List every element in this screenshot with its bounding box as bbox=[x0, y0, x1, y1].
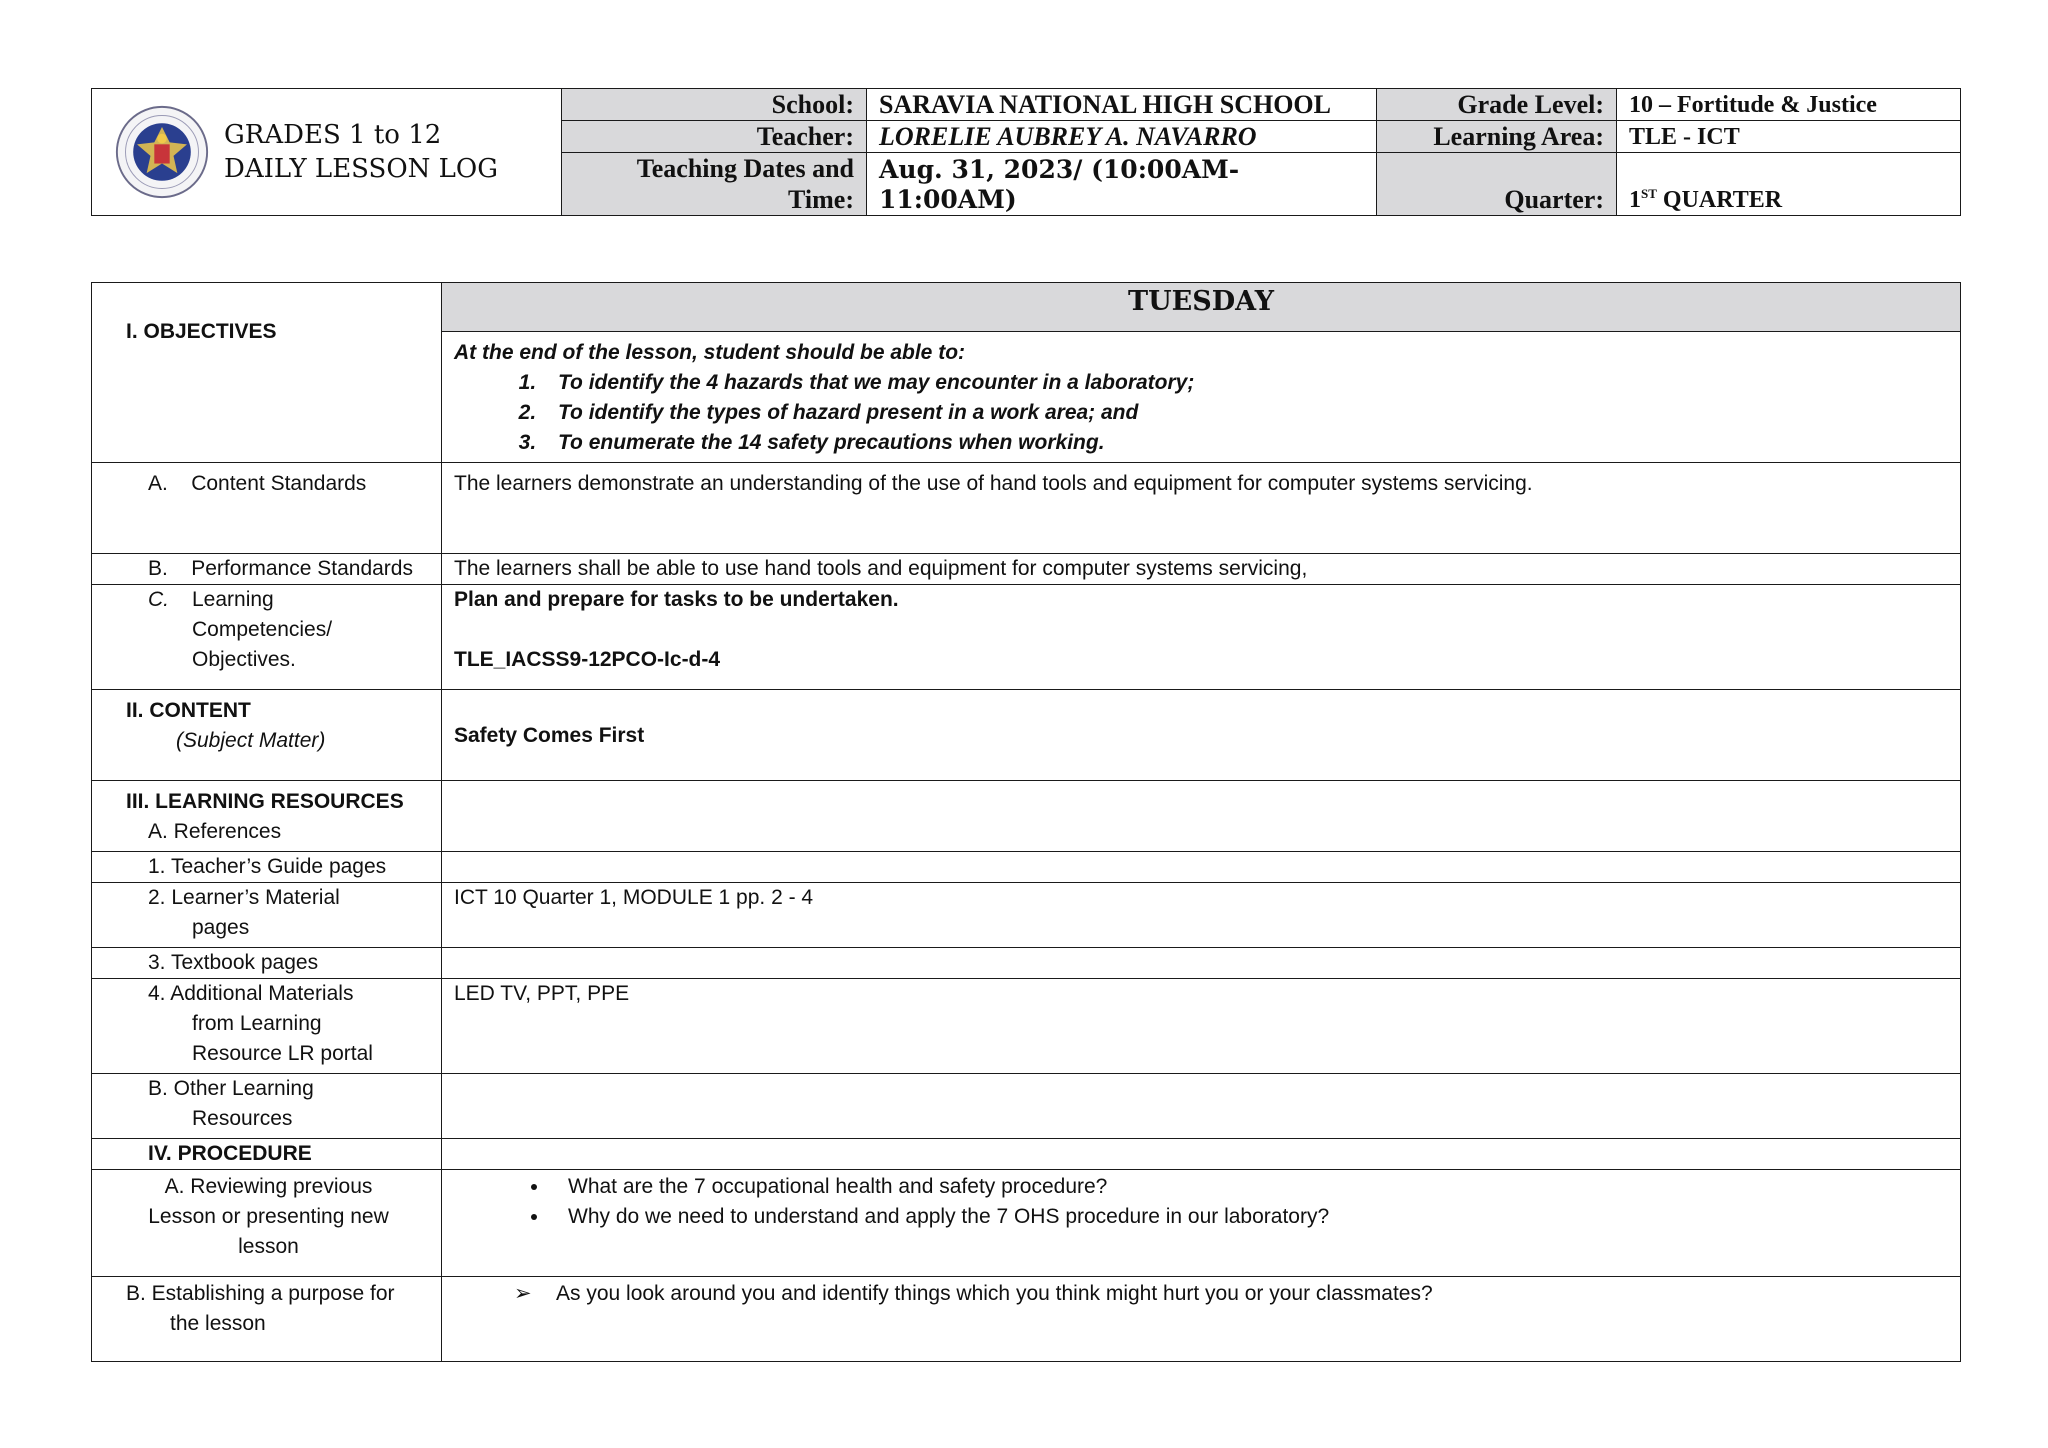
learning-area-value: TLE - ICT bbox=[1617, 121, 1961, 153]
content-heading: II. CONTENT bbox=[126, 699, 251, 722]
content-value: Safety Comes First bbox=[442, 690, 1961, 781]
procedure-heading: IV. PROCEDURE bbox=[92, 1139, 442, 1170]
lesson-log-table bbox=[91, 282, 1961, 1362]
performance-standards-value: The learners shall be able to use hand tools and equipment for computer systems servicing, bbox=[442, 554, 1961, 585]
grade-level-value: 10 – Fortitude & Justice bbox=[1617, 89, 1961, 121]
teacher-value: LORELIE AUBREY A. NAVARRO bbox=[867, 121, 1377, 153]
procedure-value bbox=[442, 1139, 1961, 1170]
other-resources-label-1: B. Other Learning bbox=[148, 1077, 314, 1100]
content-sub: (Subject Matter) bbox=[176, 729, 326, 752]
purpose-label bbox=[92, 1277, 442, 1362]
learners-material-label-1: 2. Learner’s Material bbox=[148, 886, 340, 909]
teaching-dates-value: Aug. 31, 2023/ (10:00AM-11:00AM) bbox=[867, 153, 1377, 216]
other-resources-label-2: Resources bbox=[192, 1107, 293, 1130]
review-value bbox=[442, 1170, 1961, 1277]
purpose-item: ➢ As you look around you and identify things which you think might hurt you or your classmates? bbox=[514, 1279, 1952, 1309]
purpose-list bbox=[454, 1279, 1952, 1309]
teacher-label: Teacher: bbox=[562, 121, 867, 153]
competencies-value bbox=[442, 585, 1961, 690]
objectives-list bbox=[454, 368, 1952, 458]
objectives-heading: I. OBJECTIVES bbox=[92, 283, 442, 463]
content-standards-text: Content Standards bbox=[191, 472, 367, 495]
review-question: • What are the 7 occupational health and safety procedure? bbox=[550, 1172, 1952, 1202]
log-title-line2: DAILY LESSON LOG bbox=[224, 154, 499, 184]
purpose-label-2: the lesson bbox=[170, 1312, 266, 1335]
objectives-intro: At the end of the lesson, student should be able to: bbox=[454, 341, 966, 364]
deped-seal-icon bbox=[114, 104, 210, 200]
day-header: TUESDAY bbox=[442, 283, 1961, 332]
objective-item: 2. To identify the types of hazard present in a work area; and bbox=[542, 398, 1952, 428]
competencies-label-1: Learning bbox=[192, 588, 274, 611]
review-label-2: Lesson or presenting new bbox=[148, 1205, 389, 1228]
additional-materials-label bbox=[92, 979, 442, 1074]
other-resources-label bbox=[92, 1074, 442, 1139]
additional-materials-label-2: from Learning bbox=[192, 1012, 322, 1035]
learning-area-label: Learning Area: bbox=[1377, 121, 1617, 153]
log-title-line1: GRADES 1 to 12 bbox=[224, 120, 442, 150]
performance-standards-letter: B. bbox=[148, 557, 168, 580]
grade-level-label: Grade Level: bbox=[1377, 89, 1617, 121]
additional-materials-label-3: Resource LR portal bbox=[192, 1042, 373, 1065]
textbook-value bbox=[442, 948, 1961, 979]
quarter-suffix: ST bbox=[1641, 186, 1657, 201]
purpose-label-1: B. Establishing a purpose for bbox=[126, 1282, 395, 1305]
teachers-guide-label: 1. Teacher’s Guide pages bbox=[92, 852, 442, 883]
teaching-dates-label-2: Time: bbox=[788, 185, 854, 214]
performance-standards-text: Performance Standards bbox=[191, 557, 413, 580]
content-standards-letter: A. bbox=[148, 472, 168, 495]
references-label: A. References bbox=[148, 820, 282, 843]
textbook-label: 3. Textbook pages bbox=[92, 948, 442, 979]
quarter-text: QUARTER bbox=[1656, 187, 1783, 213]
learners-material-value: ICT 10 Quarter 1, MODULE 1 pp. 2 - 4 bbox=[442, 883, 1961, 948]
resources-value bbox=[442, 781, 1961, 852]
resources-label bbox=[92, 781, 442, 852]
header-table bbox=[91, 88, 1961, 216]
resources-heading: III. LEARNING RESOURCES bbox=[126, 790, 404, 813]
objectives-cell bbox=[442, 332, 1961, 463]
teachers-guide-value bbox=[442, 852, 1961, 883]
quarter-label: Quarter: bbox=[1377, 153, 1617, 216]
teaching-dates-label bbox=[562, 153, 867, 216]
review-label-3: lesson bbox=[238, 1235, 299, 1258]
objective-item: 1. To identify the 4 hazards that we may encounter in a laboratory; bbox=[542, 368, 1952, 398]
competencies-label-3: Objectives. bbox=[192, 648, 296, 671]
learners-material-label-2: pages bbox=[192, 916, 250, 939]
review-label bbox=[92, 1170, 442, 1277]
additional-materials-value: LED TV, PPT, PPE bbox=[442, 979, 1961, 1074]
school-value: SARAVIA NATIONAL HIGH SCHOOL bbox=[867, 89, 1377, 121]
quarter-value bbox=[1617, 153, 1961, 216]
log-title-cell bbox=[92, 89, 562, 216]
learners-material-label bbox=[92, 883, 442, 948]
performance-standards-label bbox=[92, 554, 442, 585]
competencies-label-2: Competencies/ bbox=[192, 618, 333, 641]
review-questions bbox=[454, 1172, 1952, 1232]
content-label bbox=[92, 690, 442, 781]
school-label: School: bbox=[562, 89, 867, 121]
review-label-1: A. Reviewing previous bbox=[164, 1175, 373, 1198]
purpose-value bbox=[442, 1277, 1961, 1362]
competencies-letter: C. bbox=[148, 588, 169, 611]
content-standards-label bbox=[92, 463, 442, 554]
other-resources-value bbox=[442, 1074, 1961, 1139]
content-standards-value: The learners demonstrate an understanding of the use of hand tools and equipment for computer systems servicing. bbox=[442, 463, 1961, 554]
additional-materials-label-1: 4. Additional Materials bbox=[148, 982, 354, 1005]
competency-code: TLE_IACSS9-12PCO-Ic-d-4 bbox=[454, 648, 721, 671]
competency-text: Plan and prepare for tasks to be undertaken. bbox=[454, 588, 899, 611]
competencies-label bbox=[92, 585, 442, 690]
quarter-number: 1 bbox=[1629, 187, 1641, 213]
review-question: • Why do we need to understand and apply the 7 OHS procedure in our laboratory? bbox=[550, 1202, 1952, 1232]
teaching-dates-label-1: Teaching Dates and bbox=[636, 154, 854, 183]
objective-item: 3. To enumerate the 14 safety precautions when working. bbox=[542, 428, 1952, 458]
